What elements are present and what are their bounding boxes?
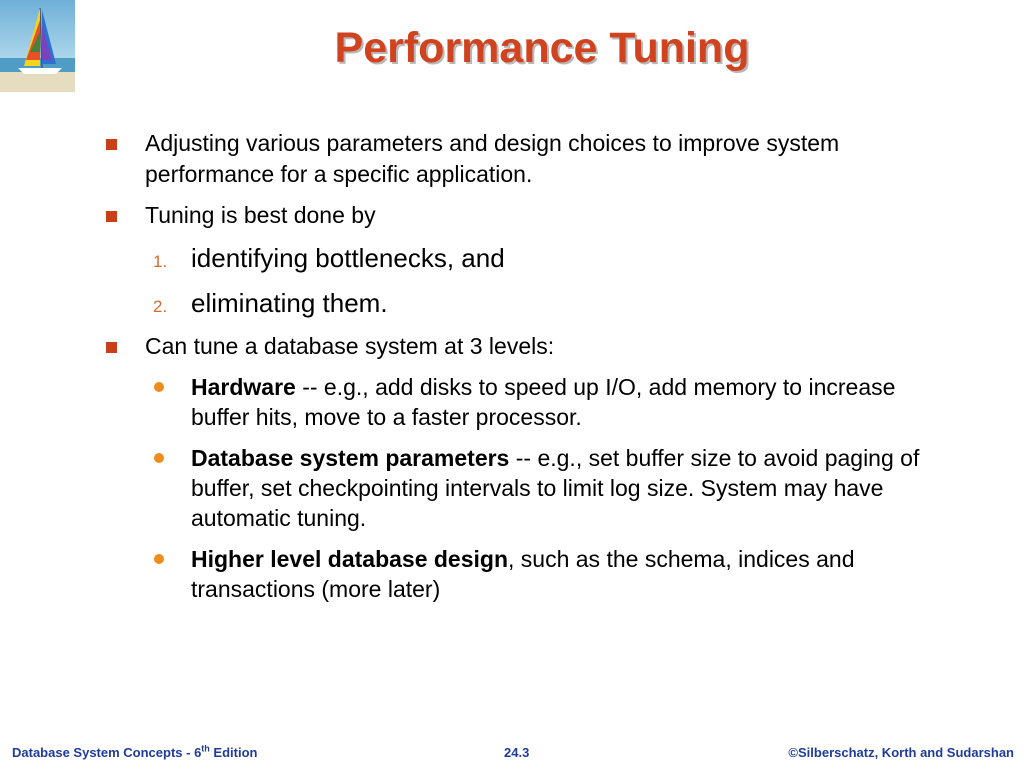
slide-footer xyxy=(0,745,1024,765)
sub-bullet-text: , such as the schema, indices and transactions (more later) xyxy=(191,546,855,602)
bullet-item xyxy=(100,128,960,190)
number-marker: 2. xyxy=(153,297,168,316)
sub-bullet-term: Database system parameters xyxy=(191,445,510,471)
round-bullet-icon xyxy=(154,382,164,392)
number-marker: 1. xyxy=(153,252,168,271)
sub-bullet-item xyxy=(100,544,960,604)
bullet-text: Can tune a database system at 3 levels: xyxy=(145,333,555,359)
square-bullet-icon xyxy=(106,342,117,353)
sub-bullet-text: -- e.g., add disks to speed up I/O, add memory to increase buffer hits, move to a faster processor. xyxy=(191,374,896,430)
bullet-text: Tuning is best done by xyxy=(145,202,376,228)
square-bullet-icon xyxy=(106,139,117,150)
numbered-item xyxy=(100,286,960,320)
footer-book-title: Database System Concepts - 6th Edition xyxy=(12,743,258,760)
square-bullet-icon xyxy=(106,211,117,222)
sub-bullet-text: -- e.g., set buffer size to avoid paging of buffer, set checkpointing intervals to limit log size. System may have automatic tuning. xyxy=(191,445,920,531)
bullet-item xyxy=(100,200,960,231)
sub-bullet-item xyxy=(100,443,960,533)
numbered-text: identifying bottlenecks, and xyxy=(191,243,505,273)
round-bullet-icon xyxy=(154,554,164,564)
numbered-item xyxy=(100,241,960,275)
footer-copyright: ©Silberschatz, Korth and Sudarshan xyxy=(788,745,1014,760)
sub-bullet-term: Higher level database design xyxy=(191,546,509,572)
sub-bullet-term: Hardware xyxy=(191,374,296,400)
slide-body xyxy=(100,128,960,615)
sub-bullet-item xyxy=(100,372,960,432)
numbered-text: eliminating them. xyxy=(191,288,388,318)
bullet-text: Adjusting various parameters and design choices to improve system performance for a specific application. xyxy=(145,130,840,187)
bullet-item xyxy=(100,331,960,362)
round-bullet-icon xyxy=(154,453,164,463)
footer-page-number: 24.3 xyxy=(504,745,530,760)
slide-title: Performance Tuning xyxy=(334,24,750,72)
